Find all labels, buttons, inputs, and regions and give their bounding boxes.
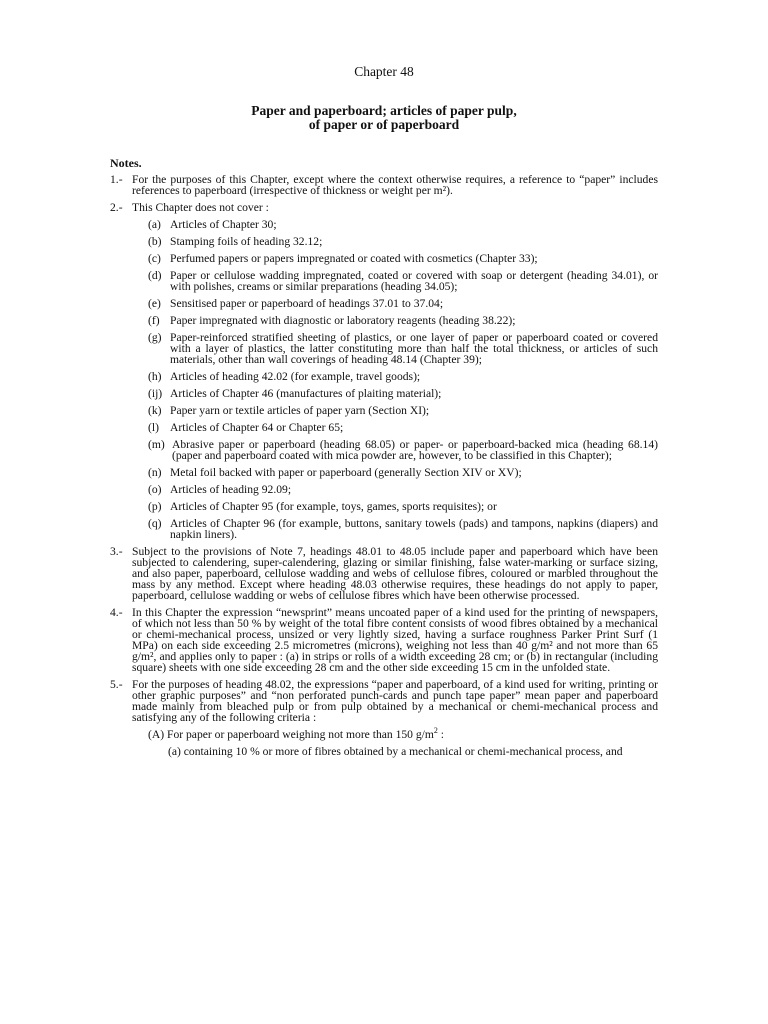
note-number: 4.- [110, 606, 123, 619]
criteria-a-text: (A) For paper or paperboard weighing not more than 150 g/m [148, 728, 434, 741]
note-4 [110, 607, 658, 673]
notes-body [110, 174, 658, 763]
item-label: (n) [148, 466, 162, 479]
note-text: In this Chapter the expression “newsprint” means uncoated paper of a kind used for the printing of newspapers, of which not less than 50 % by weight of the total fibre content consists of wood fibres obtained by a mechanical or chemi-mechanical process, unsized or very lightly sized, having a surface roughness Parker Print Surf (1 MPa) on each side exceeding 2.5 micrometres (microns), weighing not less than 40 g/m² and not more than 65 g/m², and applies only to paper : (a) in strips or rolls of a width exceeding 28 cm; or (b) in rectangular (including square) sheets with one side exceeding 28 cm and the other side exceeding 15 cm in the unfolded state. [132, 606, 658, 674]
item-label: (p) [148, 500, 162, 513]
chapter-title-line-1: Paper and paperboard; articles of paper pulp, [251, 103, 517, 118]
item-text: Articles of Chapter 46 (manufactures of plaiting material); [170, 387, 442, 400]
item-label: (a) [148, 218, 161, 231]
item-text: Paper impregnated with diagnostic or laboratory reagents (heading 38.22); [170, 314, 516, 327]
list-item [148, 298, 658, 309]
note-text: Subject to the provisions of Note 7, headings 48.01 to 48.05 include paper and paperboard which have been subjected to calendering, super-calendering, glazing or similar finishing, false water-marking or surface sizing, and also paper, paperboard, cellulose wadding and webs of cellulose fibres, coloured or marbled throughout the mass by any method. Except where heading 48.03 otherwise requires, these headings do not apply to paper, paperboard, cellulose wadding or webs of cellulose fibres which have been otherwise processed. [132, 545, 658, 602]
item-label: (f) [148, 314, 160, 327]
item-text: Articles of heading 92.09; [170, 483, 292, 496]
list-item [148, 467, 658, 478]
note-3 [110, 546, 658, 601]
item-text: Paper-reinforced stratified sheeting of plastics, or one layer of paper or paperboard coated or covered with a layer of plastics, the latter constituting more than half the total thickness, or articles of such materials, other than wall coverings of heading 48.14 (Chapter 39); [170, 331, 658, 366]
item-text: Articles of heading 42.02 (for example, travel goods); [170, 370, 421, 383]
note-number: 2.- [110, 201, 123, 214]
chapter-number: Chapter 48 [354, 64, 414, 79]
notes-heading: Notes. [110, 156, 142, 170]
item-label: (m) [148, 438, 165, 451]
item-text: Perfumed papers or papers impregnated or coated with cosmetics (Chapter 33); [170, 252, 538, 265]
list-item [148, 219, 658, 230]
item-text: Articles of Chapter 95 (for example, toys, games, sports requisites); or [170, 500, 497, 513]
item-label: (ij) [148, 387, 163, 400]
item-label: (k) [148, 404, 162, 417]
item-text: Metal foil backed with paper or paperboard (generally Section XIV or XV); [170, 466, 522, 479]
item-label: (h) [148, 370, 162, 383]
criteria-a-suffix: : [437, 728, 445, 741]
list-item [148, 332, 658, 365]
item-text: Stamping foils of heading 32.12; [170, 235, 323, 248]
list-item [148, 518, 658, 540]
note-2 [110, 202, 658, 540]
item-label: (c) [148, 252, 161, 265]
item-text: Abrasive paper or paperboard (heading 68.05) or paper- or paperboard-backed mica (heading 68.14) (paper and paperboard coated with mica powder are, however, to be classified in this Chapter); [172, 438, 658, 462]
list-item [148, 422, 658, 433]
item-label: (d) [148, 269, 162, 282]
note-number: 3.- [110, 545, 123, 558]
note-text: For the purposes of this Chapter, except where the context otherwise requires, a reference to “paper” includes references to paperboard (irrespective of thickness or weight per m²). [132, 173, 658, 197]
superscript: 2 [433, 726, 438, 736]
list-item [148, 484, 658, 495]
item-label: (b) [148, 235, 162, 248]
item-text: Paper yarn or textile articles of paper yarn (Section XI); [170, 404, 430, 417]
chapter-title [0, 104, 768, 132]
item-text: Articles of Chapter 64 or Chapter 65; [170, 421, 344, 434]
list-item [148, 501, 658, 512]
item-text: Paper or cellulose wadding impregnated, coated or covered with soap or detergent (heading 34.01), or with polishes, creams or similar preparations (heading 34.05); [170, 269, 658, 293]
item-text: Articles of Chapter 30; [170, 218, 277, 231]
list-item [148, 236, 658, 247]
item-label: (l) [148, 421, 159, 434]
list-item [148, 270, 658, 292]
note-text: For the purposes of heading 48.02, the expressions “paper and paperboard, of a kind used for writing, printing or other graphic purposes” and “non perforated punch-cards and punch tape paper” mean paper and paperboard made mainly from bleached pulp or from pulp obtained by a mechanical or chemi-mechanical process and satisfying any of the following criteria : [132, 678, 658, 724]
item-text: Articles of Chapter 96 (for example, buttons, sanitary towels (pads) and tampons, napkins (diapers) and napkin liners). [170, 517, 658, 541]
list-item [148, 388, 658, 399]
list-item [148, 315, 658, 326]
list-item [148, 439, 658, 461]
item-text: Sensitised paper or paperboard of headings 37.01 to 37.04; [170, 297, 444, 310]
list-item [148, 253, 658, 264]
item-label: (e) [148, 297, 161, 310]
criteria-a-i: (a) containing 10 % or more of fibres obtained by a mechanical or chemi-mechanical process, and [168, 745, 623, 758]
exclusion-list [132, 219, 658, 540]
list-item [148, 405, 658, 416]
note-text: This Chapter does not cover : [132, 201, 269, 214]
note-5 [110, 679, 658, 757]
criteria-a [148, 726, 658, 741]
item-label: (q) [148, 517, 162, 530]
list-item [148, 371, 658, 382]
note-1 [110, 174, 658, 196]
item-label: (g) [148, 331, 162, 344]
chapter-title-line-2: of paper or of paperboard [308, 117, 460, 132]
note-number: 1.- [110, 173, 123, 186]
note-number: 5.- [110, 678, 123, 691]
item-label: (o) [148, 483, 162, 496]
